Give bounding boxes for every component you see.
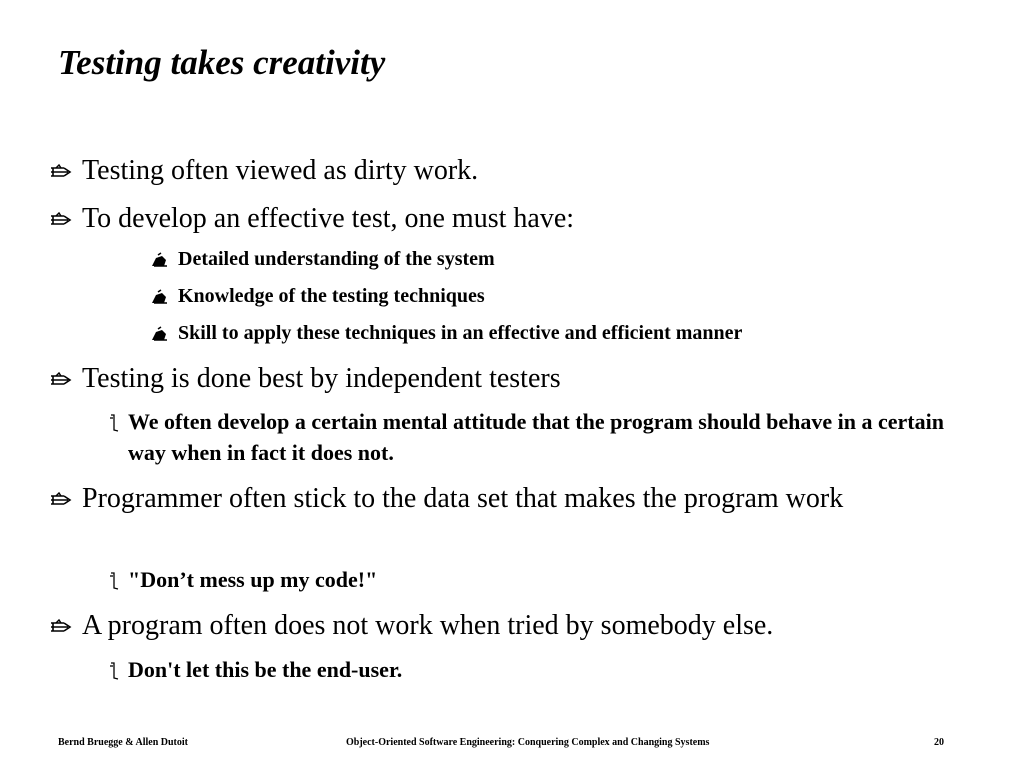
- pointing-hand-icon: [50, 491, 72, 509]
- bullet-text: To develop an effective test, one must have:: [82, 203, 575, 234]
- pointing-hand-icon: [50, 371, 72, 389]
- bullet-text: Testing often viewed as dirty work.: [82, 155, 479, 186]
- sub-bullet-text: Detailed understanding of the system: [178, 248, 495, 270]
- writing-hand-icon: [150, 252, 168, 268]
- pencil-icon: [108, 414, 120, 432]
- footer-page-number: 20: [934, 737, 944, 748]
- pointing-hand-icon: [50, 163, 72, 181]
- bullet-item: [50, 361, 990, 396]
- pencil-icon: [108, 572, 120, 590]
- writing-hand-icon: [150, 289, 168, 305]
- pencil-icon: [108, 662, 120, 680]
- note-text: "Don’t mess up my code!": [128, 567, 378, 592]
- sub-bullet-item: [150, 283, 990, 309]
- pointing-hand-icon: [50, 618, 72, 636]
- bullet-text: Testing is done best by independent testers: [82, 363, 561, 394]
- bullet-text: A program often does not work when tried by somebody else.: [82, 610, 774, 641]
- bullet-item: [50, 481, 990, 516]
- note-item: [108, 564, 968, 595]
- bullet-item: [50, 153, 990, 188]
- sub-bullet-text: Knowledge of the testing techniques: [178, 285, 485, 307]
- sub-bullet-item: [150, 246, 990, 272]
- sub-bullet-text: Skill to apply these techniques in an effective and efficient manner: [178, 322, 743, 344]
- sub-bullet-item: [150, 320, 990, 346]
- bullet-item: [50, 608, 990, 643]
- note-item: [108, 654, 968, 685]
- footer-authors: Bernd Bruegge & Allen Dutoit: [58, 737, 188, 748]
- slide-title: Testing takes creativity: [58, 43, 386, 82]
- note-text: Don't let this be the end-user.: [128, 657, 403, 682]
- bullet-text: Programmer often stick to the data set that makes the program work: [82, 483, 844, 514]
- footer-book-title: Object-Oriented Software Engineering: Conquering Complex and Changing Systems: [346, 737, 710, 748]
- note-item: [108, 406, 968, 468]
- pointing-hand-icon: [50, 211, 72, 229]
- note-text: We often develop a certain mental attitude that the program should behave in a certain way when in fact it does not.: [128, 409, 944, 465]
- writing-hand-icon: [150, 326, 168, 342]
- bullet-item: [50, 201, 990, 236]
